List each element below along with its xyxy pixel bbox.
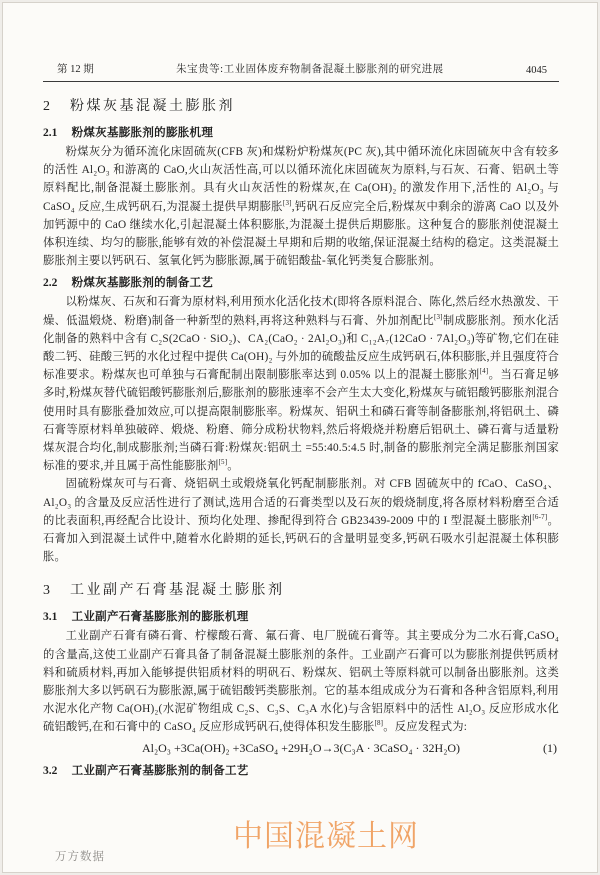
issue-number: 第 12 期 — [57, 64, 94, 75]
page-number: 4045 — [525, 65, 547, 76]
subsection-2-2-title: 粉煤灰基膨胀剂的制备工艺 — [71, 277, 214, 290]
section-2-number: 2 — [43, 99, 50, 114]
subsection-2-1-title: 粉煤灰基膨胀剂的膨胀机理 — [71, 127, 214, 139]
wanfang-data-mark: 万方数据 — [55, 851, 105, 863]
subsection-3-2-number: 3.2 — [43, 764, 58, 777]
section-3-title: 工业副产石膏基混凝土膨胀剂 — [70, 583, 285, 599]
article-body — [43, 95, 559, 778]
subsection-2-1-number: 2.1 — [43, 127, 58, 139]
subsection-2-1-heading — [43, 124, 559, 140]
scanned-paper-page — [2, 2, 598, 873]
paragraph-3-1: 工业副产石膏有磷石膏、柠檬酸石膏、氟石膏、电厂脱硫石膏等。其主要成分为二水石膏,CaSO₄ 的含量高,这使工业副产石膏具备了制备混凝土膨胀剂的条件。工业副产石膏可以为膨胀剂提供钙质材料和硫质材料,再加入能够提供铝质材料的明矾石、粉煤灰、铝矾土等原料就可以制备出膨胀剂。这类膨胀剂大多以钙矾石为膨胀源,属于硫铝酸钙类膨胀剂。它的基本组成成分为石膏和各种含铝原料,利用水泥水化产物 Ca(OH)₂(水泥矿物组成 C₂S、C₃S、C₃A 水化)与含铝原料中的活性 Al₂O₃ 反应形成水化硫铝酸钙,在和石膏中的 CaSO₄ 反应形成钙矾石,使得体积发生膨胀[8]。反应发程式为: — [43, 630, 559, 734]
subsection-3-2-title: 工业副产石膏基膨胀剂的制备工艺 — [71, 764, 249, 777]
site-watermark: 中国混凝土网 — [233, 820, 419, 853]
paragraph-2-2-b: 固硫粉煤灰可与石膏、烧铝矾土或煅烧氧化钙配制膨胀剂。对 CFB 固硫灰中的 fCaO、CaSO₄、Al₂O₃ 的含量及反应活性进行了测试,选用合适的石膏类型以及石灰的煅烧制度,将各原材料粉磨至合适的比表面积,再经配合比设计、预均化处理、掺配得到符合 GB23439-2009 中的 I 型混凝土膨胀剂[6-7]。石膏加入到混凝土试件中,随着水化龄期的延长,钙矾石的含量明显变多,钙矾石吸水引起混凝土体积膨胀。 — [43, 478, 560, 564]
subsection-2-2-heading — [43, 274, 559, 290]
section-2-title: 粉煤灰基混凝土膨胀剂 — [70, 99, 235, 114]
equation-1-formula: Al₂O₃ +3Ca(OH)₂ +3CaSO₄ +29H₂O→3(C₃A · 3CaSO₄ · 32H₂O) — [141, 740, 461, 755]
equation-1 — [43, 739, 559, 758]
subsection-3-2-heading — [43, 762, 559, 778]
equation-1-number: (1) — [543, 740, 557, 755]
section-3-number: 3 — [43, 583, 50, 599]
section-3-heading — [43, 579, 559, 599]
running-title: 朱宝贵等:工业固体废弃物制备混凝土膨胀剂的研究进展 — [176, 64, 444, 75]
subsection-3-1-number: 3.1 — [43, 611, 58, 624]
page-content — [43, 61, 559, 781]
running-header — [43, 61, 559, 82]
section-2-heading — [43, 95, 559, 115]
subsection-2-2-number: 2.2 — [43, 277, 58, 290]
paragraph-2-2-a: 以粉煤灰、石灰和石膏为原材料,利用预水化活化技术(即将各原料混合、陈化,然后经水热激发、干燥、低温煅烧、粉磨)制备一种新型的熟料,再将这种熟料与石膏、外加剂配比[3]制成膨胀剂。预水化活化制备的熟料中含有 C₂S(2CaO · SiO₂)、CA₂(CaO₂ · 2Al₂O₃)和 C₁₂A₇(12CaO · 7Al₂O₃)等矿物,它们在硅酸二钙、硅酸三钙的水化过程中提供 Ca(OH)₂ 与外加的硫酸盐反应生成钙矾石,体积膨胀,并且强度符合标准要求。粉煤灰也可单独与石膏配制出限制膨胀率达到 0.05% 以上的混凝土膨胀剂[4]。当石膏足够多时,粉煤灰替代硫铝酸钙膨胀剂后,膨胀剂的膨胀速率不会产生太大变化,粉煤灰与硫铝酸钙膨胀剂混合使用时具有膨胀叠加效应,可以提高限制膨胀率。粉煤灰、铝矾土和磷石膏等制备膨胀剂,将铝矾土、磷石膏等原材料单独破碎、煅烧、粉磨、筛分成粉状物料,然后将煅烧并粉磨后铝矾土、磷石膏与适量粉煤灰混合均化,制成膨胀剂;当磷石膏:粉煤灰:铝矾土 =55:40.5:4.5 时,制备的膨胀剂完全满足膨胀剂国家标准的要求,并且属于高性能膨胀剂[5]。 — [43, 296, 559, 473]
subsection-3-1-title: 工业副产石膏基膨胀剂的膨胀机理 — [71, 611, 249, 624]
paragraph-2-1: 粉煤灰分为循环流化床固硫灰(CFB 灰)和煤粉炉粉煤灰(PC 灰),其中循环流化床固硫灰中含有较多的活性 Al₂O₃ 和游离的 CaO,火山灰活性高,可以以循环流化床固硫灰为原料,与石灰、石膏、铝矾土等原料配比,制备混凝土膨胀剂。具有火山灰活性的粉煤灰,在 Ca(OH)₂ 的激发作用下,活性的 Al₂O₃ 与 CaSO₄ 反应,生成钙矾石,为混凝土提供早期膨胀[3],钙矾石反应完全后,粉煤灰中剩余的游离 CaO 以及外加钙源中的 CaO 继续水化,引起混凝土体积膨胀,为混凝土提供后期膨胀。这种复合的膨胀剂使混凝土体积连续、均匀的膨胀,能够有效的补偿混凝土早期和后期的收缩,保证混凝土结构的稳定。这类混凝土膨胀剂主要以钙矾石、氢氧化钙为膨胀源,属于硫铝酸盐-氧化钙类复合膨胀剂。 — [43, 146, 560, 268]
subsection-3-1-heading — [43, 608, 559, 624]
